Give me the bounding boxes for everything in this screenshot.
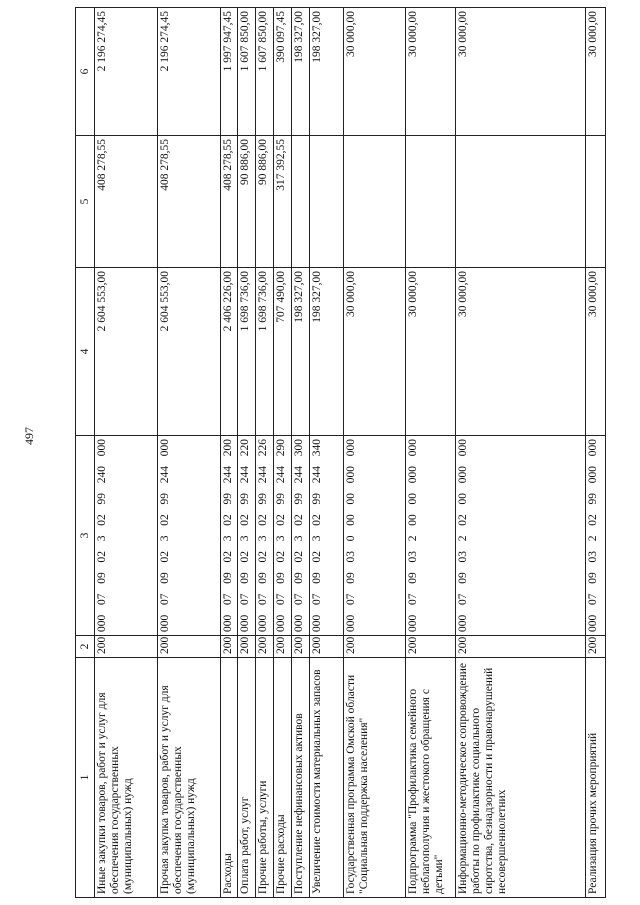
code-segment: 000 (158, 439, 171, 457)
code-segment: 99 (96, 493, 109, 505)
table-row (157, 8, 220, 898)
header-cell: 3 (76, 436, 95, 636)
row-group: 200 (95, 636, 158, 658)
amount-c4: 30 000,00 (406, 268, 455, 436)
code-segment: 03 (586, 551, 599, 563)
amount-c4: 2 604 553,00 (95, 268, 158, 436)
amount-c5 (455, 136, 585, 268)
code-segment: 244 (275, 466, 288, 484)
budget-code (239, 439, 252, 632)
code-segment: 07 (311, 593, 324, 605)
code-segment: 09 (407, 572, 420, 584)
code-segment: 000 (407, 439, 420, 457)
amount-c5 (406, 136, 455, 268)
amount-c6: 1 607 850,00 (256, 8, 274, 136)
row-code (157, 436, 220, 636)
row-name: Увеличение стоимости материальных запасов (310, 658, 344, 898)
row-code (238, 436, 256, 636)
header-cell: 6 (76, 8, 95, 136)
row-name: Прочие расходы (274, 658, 292, 898)
row-code (455, 436, 585, 636)
code-segment: 09 (586, 572, 599, 584)
row-name: Иные закупки товаров, работ и услуг для обеспечения государственных (муниципальных) нужд (95, 658, 158, 898)
code-segment: 00 (344, 514, 357, 526)
code-segment: 2 (407, 535, 420, 542)
row-group: 200 (157, 636, 220, 658)
row-code (310, 436, 344, 636)
code-segment: 000 (407, 614, 420, 632)
code-segment: 09 (344, 572, 357, 584)
amount-c6: 198 327,00 (292, 8, 310, 136)
row-name: Прочая закупка товаров, работ и услуг для обеспечения государственных (муниципальных) нужд (157, 658, 220, 898)
budget-code (257, 439, 270, 632)
budget-code (311, 439, 324, 632)
amount-c5 (292, 136, 310, 268)
code-segment: 340 (311, 439, 324, 457)
code-segment: 000 (344, 614, 357, 632)
amount-c4: 30 000,00 (455, 268, 585, 436)
row-group: 200 (585, 636, 605, 658)
code-segment: 02 (96, 514, 109, 526)
amount-c4: 198 327,00 (310, 268, 344, 436)
code-segment: 200 (221, 439, 234, 457)
code-segment: 000 (407, 466, 420, 484)
table-row (220, 8, 238, 898)
code-segment: 99 (257, 493, 270, 505)
code-segment: 02 (311, 551, 324, 563)
code-segment: 3 (239, 535, 252, 542)
code-segment: 99 (293, 493, 306, 505)
code-segment: 000 (456, 439, 469, 457)
amount-c4: 198 327,00 (292, 268, 310, 436)
code-segment: 000 (586, 439, 599, 457)
code-segment: 000 (96, 439, 109, 457)
code-segment: 000 (311, 614, 324, 632)
code-segment: 000 (456, 466, 469, 484)
code-segment: 000 (586, 466, 599, 484)
row-group: 200 (292, 636, 310, 658)
amount-c6: 1 997 947,45 (220, 8, 238, 136)
code-segment: 09 (257, 572, 270, 584)
budget-table (75, 7, 606, 898)
table-row (274, 8, 292, 898)
amount-c5: 317 392,55 (274, 136, 292, 268)
row-group: 200 (220, 636, 238, 658)
row-name: Прочие работы, услуги (256, 658, 274, 898)
code-segment: 244 (221, 466, 234, 484)
amount-c6: 2 196 274,45 (157, 8, 220, 136)
code-segment: 3 (293, 535, 306, 542)
code-segment: 3 (221, 535, 234, 542)
amount-c6: 30 000,00 (455, 8, 585, 136)
row-code (292, 436, 310, 636)
header-row (76, 8, 95, 898)
amount-c4: 30 000,00 (343, 268, 406, 436)
code-segment: 3 (257, 535, 270, 542)
budget-code (587, 439, 600, 632)
amount-c5: 408 278,55 (220, 136, 238, 268)
code-segment: 00 (407, 514, 420, 526)
table-row (238, 8, 256, 898)
amount-c5: 408 278,55 (95, 136, 158, 268)
code-segment: 3 (96, 535, 109, 542)
amount-c6: 30 000,00 (343, 8, 406, 136)
row-name: Государственная программа Омской области "Социальная поддержка населения" (343, 658, 406, 898)
code-segment: 300 (293, 439, 306, 457)
code-segment: 02 (293, 551, 306, 563)
row-code (274, 436, 292, 636)
code-segment: 02 (239, 551, 252, 563)
code-segment: 02 (275, 514, 288, 526)
row-group: 200 (310, 636, 344, 658)
code-segment: 02 (586, 514, 599, 526)
budget-code (293, 439, 306, 632)
code-segment: 2 (456, 535, 469, 542)
table-row (343, 8, 406, 898)
amount-c5: 408 278,55 (157, 136, 220, 268)
code-segment: 000 (158, 614, 171, 632)
code-segment: 09 (275, 572, 288, 584)
amount-c6: 2 196 274,45 (95, 8, 158, 136)
code-segment: 2 (586, 535, 599, 542)
code-segment: 99 (275, 493, 288, 505)
code-segment: 00 (456, 493, 469, 505)
code-segment: 99 (158, 493, 171, 505)
code-segment: 000 (275, 614, 288, 632)
table-row (310, 8, 344, 898)
code-segment: 244 (293, 466, 306, 484)
code-segment: 03 (456, 551, 469, 563)
code-segment: 00 (407, 493, 420, 505)
row-code (406, 436, 455, 636)
table-row (95, 8, 158, 898)
amount-c5: 90 886,00 (256, 136, 274, 268)
code-segment: 290 (275, 439, 288, 457)
row-group: 200 (238, 636, 256, 658)
row-name: Подпрограмма "Профилактика семейного неблагополучия и жестокого обращения с детьми" (406, 658, 455, 898)
code-segment: 99 (311, 493, 324, 505)
amount-c6: 30 000,00 (406, 8, 455, 136)
code-segment: 000 (586, 614, 599, 632)
code-segment: 000 (221, 614, 234, 632)
code-segment: 00 (344, 493, 357, 505)
amount-c4: 30 000,00 (585, 268, 605, 436)
code-segment: 000 (344, 439, 357, 457)
row-code (343, 436, 406, 636)
code-segment: 3 (158, 535, 171, 542)
row-group: 200 (274, 636, 292, 658)
code-segment: 03 (407, 551, 420, 563)
code-segment: 000 (239, 614, 252, 632)
code-segment: 02 (311, 514, 324, 526)
code-segment: 02 (158, 514, 171, 526)
code-segment: 02 (239, 514, 252, 526)
code-segment: 244 (239, 466, 252, 484)
code-segment: 244 (257, 466, 270, 484)
amount-c4: 1 698 736,00 (256, 268, 274, 436)
amount-c4: 2 604 553,00 (157, 268, 220, 436)
code-segment: 244 (158, 466, 171, 484)
code-segment: 244 (311, 466, 324, 484)
amount-c6: 198 327,00 (310, 8, 344, 136)
code-segment: 000 (293, 614, 306, 632)
amount-c6: 390 097,45 (274, 8, 292, 136)
table-row (292, 8, 310, 898)
code-segment: 3 (275, 535, 288, 542)
code-segment: 02 (221, 514, 234, 526)
row-group: 200 (343, 636, 406, 658)
row-group: 200 (455, 636, 585, 658)
amount-c5 (310, 136, 344, 268)
budget-code (159, 439, 172, 632)
amount-c5 (585, 136, 605, 268)
amount-c4: 1 698 736,00 (238, 268, 256, 436)
code-segment: 99 (586, 493, 599, 505)
header-cell: 2 (76, 636, 95, 658)
code-segment: 09 (311, 572, 324, 584)
code-segment: 000 (96, 614, 109, 632)
code-segment: 07 (407, 593, 420, 605)
code-segment: 000 (456, 614, 469, 632)
code-segment: 07 (158, 593, 171, 605)
code-segment: 09 (221, 572, 234, 584)
amount-c6: 1 607 850,00 (238, 8, 256, 136)
code-segment: 07 (275, 593, 288, 605)
row-code (220, 436, 238, 636)
code-segment: 07 (239, 593, 252, 605)
amount-c4: 2 406 226,00 (220, 268, 238, 436)
code-segment: 02 (257, 514, 270, 526)
row-name: Информационно-методическое сопровождение работы по профилактике социального сиротства, безнадзорности и правонарушений несовершеннолетних (455, 658, 585, 898)
code-segment: 02 (456, 514, 469, 526)
code-segment: 07 (344, 593, 357, 605)
code-segment: 000 (344, 466, 357, 484)
header-cell: 4 (76, 268, 95, 436)
code-segment: 02 (158, 551, 171, 563)
code-segment: 02 (96, 551, 109, 563)
code-segment: 3 (311, 535, 324, 542)
code-segment: 02 (257, 551, 270, 563)
row-code (256, 436, 274, 636)
budget-code (457, 439, 470, 632)
code-segment: 07 (293, 593, 306, 605)
code-segment: 09 (239, 572, 252, 584)
code-segment: 07 (456, 593, 469, 605)
code-segment: 220 (239, 439, 252, 457)
amount-c5 (343, 136, 406, 268)
code-segment: 02 (221, 551, 234, 563)
amount-c5: 90 886,00 (238, 136, 256, 268)
budget-code (222, 439, 235, 632)
code-segment: 99 (221, 493, 234, 505)
budget-code (345, 439, 358, 632)
row-group: 200 (256, 636, 274, 658)
code-segment: 02 (293, 514, 306, 526)
code-segment: 99 (239, 493, 252, 505)
table-row (256, 8, 274, 898)
row-name: Поступление нефинансовых активов (292, 658, 310, 898)
code-segment: 07 (257, 593, 270, 605)
row-code (95, 436, 158, 636)
row-code (585, 436, 605, 636)
code-segment: 07 (96, 593, 109, 605)
rotated-table-wrapper (75, 8, 606, 898)
code-segment: 000 (257, 614, 270, 632)
row-name: Реализация прочих мероприятий (585, 658, 605, 898)
row-name: Оплата работ, услуг (238, 658, 256, 898)
amount-c6: 30 000,00 (585, 8, 605, 136)
code-segment: 09 (96, 572, 109, 584)
code-segment: 226 (257, 439, 270, 457)
budget-code (275, 439, 288, 632)
code-segment: 09 (293, 572, 306, 584)
table-row (406, 8, 455, 898)
code-segment: 07 (221, 593, 234, 605)
amount-c4: 707 490,00 (274, 268, 292, 436)
code-segment: 07 (586, 593, 599, 605)
code-segment: 09 (456, 572, 469, 584)
row-name: Расходы (220, 658, 238, 898)
code-segment: 09 (158, 572, 171, 584)
code-segment: 03 (344, 551, 357, 563)
page-number: 497 (22, 427, 36, 445)
budget-code (407, 439, 420, 632)
code-segment: 02 (275, 551, 288, 563)
code-segment: 240 (96, 466, 109, 484)
header-cell: 1 (76, 658, 95, 898)
code-segment: 0 (344, 535, 357, 542)
table-row (455, 8, 585, 898)
row-group: 200 (406, 636, 455, 658)
table-row (585, 8, 605, 898)
budget-code (96, 439, 109, 632)
header-cell: 5 (76, 136, 95, 268)
